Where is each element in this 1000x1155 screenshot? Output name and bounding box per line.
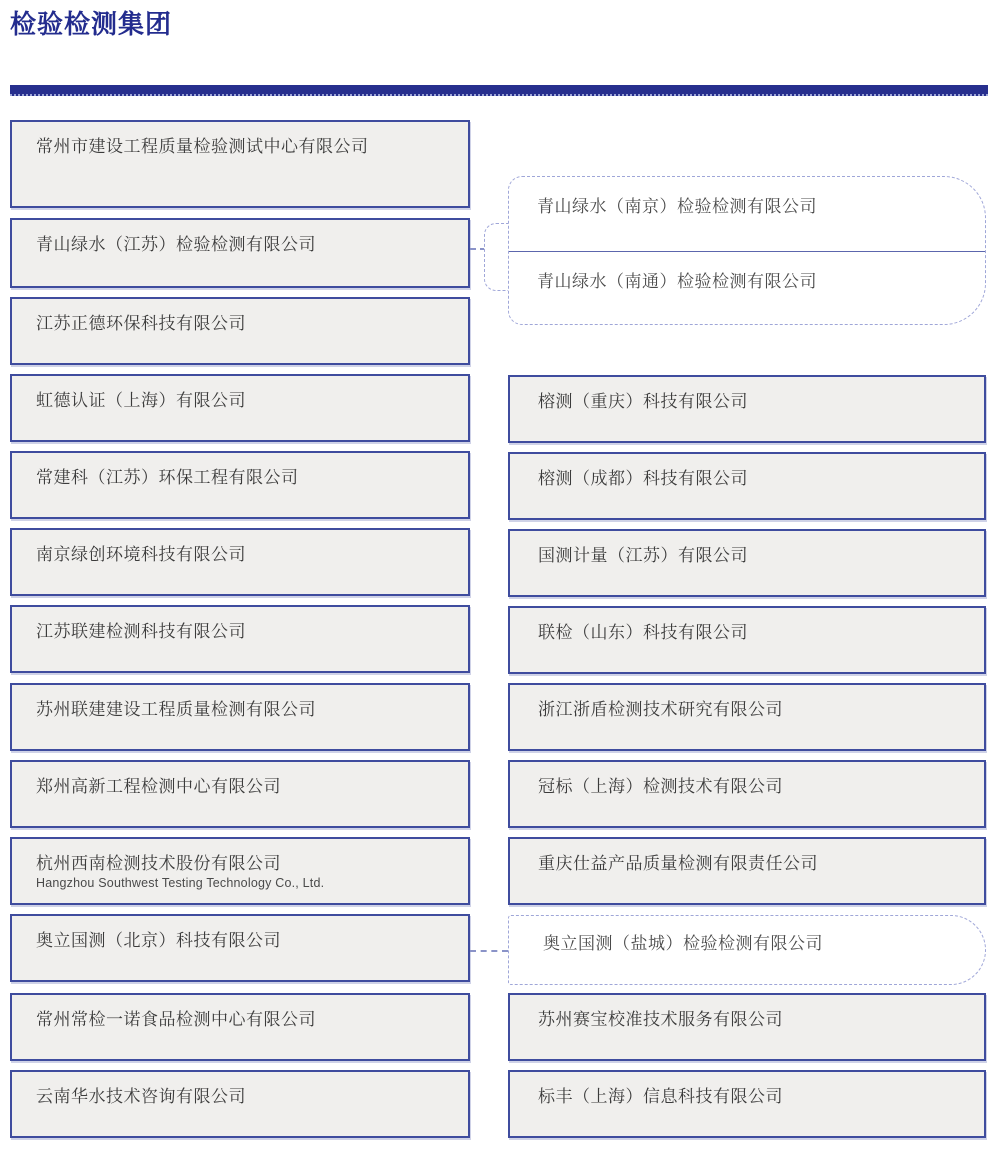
page-title: 检验检测集团 [10, 9, 173, 39]
org-box [508, 606, 986, 674]
org-box [10, 683, 470, 751]
org-box-label: 虹德认证（上海）有限公司 [36, 391, 246, 410]
org-box-label: 常州常检一诺食品检测中心有限公司 [36, 1010, 316, 1029]
org-box [10, 993, 470, 1061]
connector-line [470, 950, 508, 952]
org-box [10, 528, 470, 596]
org-box-label: 国测计量（江苏）有限公司 [538, 546, 748, 565]
org-box-label: 郑州高新工程检测中心有限公司 [36, 777, 281, 796]
title-divider-bar [10, 85, 988, 96]
org-box-label: 苏州赛宝校准技术服务有限公司 [538, 1010, 783, 1029]
org-box [10, 218, 470, 288]
org-box-label: 青山绿水（南京）检验检测有限公司 [537, 197, 817, 216]
org-box [10, 451, 470, 519]
org-box-label: 苏州联建建设工程质量检测有限公司 [36, 700, 316, 719]
org-box [508, 452, 986, 520]
org-box [508, 375, 986, 443]
org-box-label: 奥立国测（盐城）检验检测有限公司 [543, 934, 823, 953]
org-box [508, 1070, 986, 1138]
org-box [508, 529, 986, 597]
org-box-subtitle: Hangzhou Southwest Testing Technology Co., Ltd. [36, 876, 325, 890]
org-box-label: 江苏正德环保科技有限公司 [36, 314, 246, 333]
org-box [10, 837, 470, 905]
org-box [10, 297, 470, 365]
org-box [10, 760, 470, 828]
org-box [10, 914, 470, 982]
org-box [508, 993, 986, 1061]
org-box-label: 浙江浙盾检测技术研究有限公司 [538, 700, 783, 719]
org-box-label: 联检（山东）科技有限公司 [538, 623, 748, 642]
org-box [508, 837, 986, 905]
org-box-label: 杭州西南检测技术股份有限公司 [36, 854, 281, 873]
org-box [508, 683, 986, 751]
org-box [10, 120, 470, 208]
org-box-label: 奥立国测（北京）科技有限公司 [36, 931, 281, 950]
org-box-label: 青山绿水（南通）检验检测有限公司 [537, 272, 817, 291]
org-box-label: 榕测（成都）科技有限公司 [538, 469, 748, 488]
org-box-label: 青山绿水（江苏）检验检测有限公司 [36, 235, 316, 254]
org-box [10, 374, 470, 442]
subsidiary-dashed-box [508, 915, 986, 985]
org-box-label: 江苏联建检测科技有限公司 [36, 622, 246, 641]
group-row [509, 177, 985, 218]
org-box-label: 标丰（上海）信息科技有限公司 [538, 1087, 783, 1106]
subsidiary-group-box [508, 176, 986, 325]
org-box-label: 南京绿创环境科技有限公司 [36, 545, 246, 564]
org-box-label: 常州市建设工程质量检验测试中心有限公司 [36, 137, 369, 156]
org-box-label: 冠标（上海）检测技术有限公司 [538, 777, 783, 796]
org-box [10, 605, 470, 673]
org-box [10, 1070, 470, 1138]
org-box-label: 常建科（江苏）环保工程有限公司 [36, 468, 299, 487]
org-box-label: 重庆仕益产品质量检测有限责任公司 [538, 854, 818, 873]
org-box-label: 云南华水技术咨询有限公司 [36, 1087, 246, 1106]
group-row [509, 252, 985, 293]
org-box-label: 榕测（重庆）科技有限公司 [538, 392, 748, 411]
org-box [508, 760, 986, 828]
